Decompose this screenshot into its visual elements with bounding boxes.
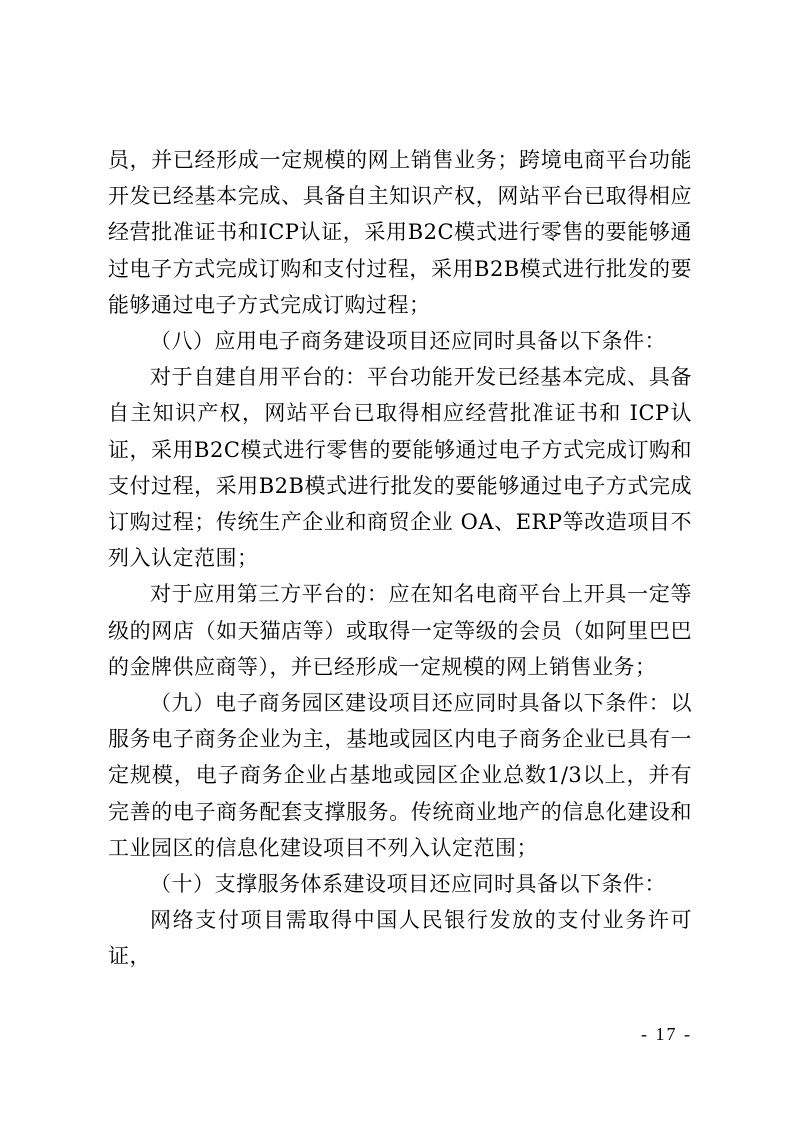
page-number: - 17 - xyxy=(641,1024,692,1044)
paragraph-network-payment: 网络支付项目需取得中国人民银行发放的支付业务许可证， xyxy=(108,908,692,969)
paragraph-section-10-heading: （十）支撑服务体系建设项目还应同时具备以下条件： xyxy=(150,872,666,897)
paragraph-section-8-heading: （八）应用电子商务建设项目还应同时具备以下条件： xyxy=(150,329,666,354)
paragraph-self-built-platform: 对于自建自用平台的：平台功能开发已经基本完成、具备自主知识产权，网站平台已取得相应经营批准证书和 ICP认证，采用B2C模式进行零售的要能够通过电子方式完成订购和支付过程，采用B2B模式进行批发的要能够通过电子方式完成订购过程；传统生产企业和商贸企业 OA、ERP等改造项目不列入认定范围； xyxy=(108,365,692,571)
paragraph-continuation: 员，并已经形成一定规模的网上销售业务；跨境电商平台功能开发已经基本完成、具备自主知识产权，网站平台已取得相应经营批准证书和ICP认证，采用B2C模式进行零售的要能够通过电子方式完成订购和支付过程，采用B2B模式进行批发的要能够通过电子方式完成订购过程； xyxy=(108,148,692,317)
paragraph-third-party-platform: 对于应用第三方平台的：应在知名电商平台上开具一定等级的网店（如天猫店等）或取得一定等级的会员（如阿里巴巴的金牌供应商等），并已经形成一定规模的网上销售业务； xyxy=(108,582,692,679)
paragraph-section-9-park: （九）电子商务园区建设项目还应同时具备以下条件：以服务电子商务企业为主，基地或园区内电子商务企业已具有一定规模，电子商务企业占基地或园区企业总数1/3以上，并有完善的电子商务配套支撑服务。传统商业地产的信息化建设和工业园区的信息化建设项目不列入认定范围； xyxy=(108,691,692,860)
document-body xyxy=(108,142,692,975)
